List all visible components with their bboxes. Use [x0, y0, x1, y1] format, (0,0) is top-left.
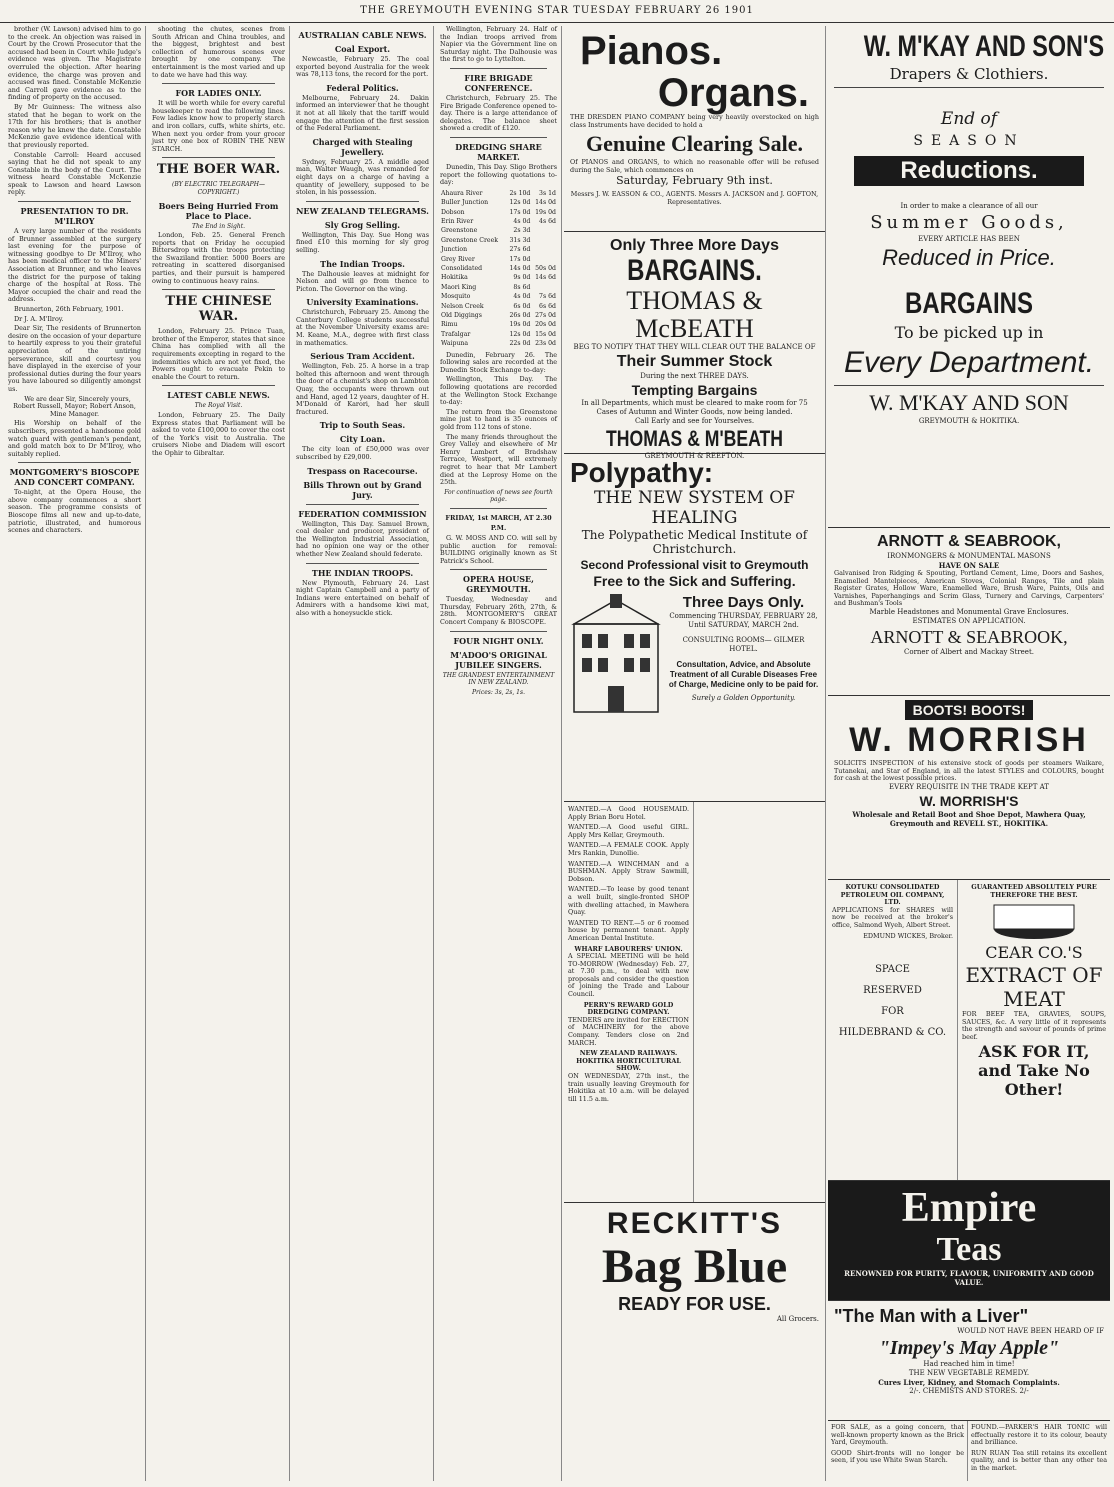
article-title: Bills Thrown out by Grand Jury.: [303, 479, 422, 500]
article-heading: DREDGING SHARE MARKET.: [455, 141, 542, 162]
second-visit: Second Professional visit to Greymouth: [580, 558, 809, 572]
institute: The Polypathetic Medical Institute of Christchurch.: [581, 528, 808, 556]
arnott-title: ARNOTT & SEABROOK,: [877, 533, 1061, 550]
guaranteed: GUARANTEED ABSOLUTELY PURE THEREFORE THE BEST.: [971, 883, 1097, 899]
article-title: Boers Being Hurried From Place to Place.: [158, 200, 279, 221]
extract-of-meat: EXTRACT OF MEAT: [965, 963, 1103, 1012]
market-company: Mosquito: [441, 293, 471, 301]
article-text: It will be worth while for every careful housekeeper to read the following lines. Few ladies know how to properly starch and iron collars, cuffs, white shirts, etc. When next you order from your grocer just try one box of ROBIN THE NEW STARCH.: [152, 99, 285, 153]
three-days-only: Three Days Only.: [682, 594, 805, 611]
article-text: shooting the chutes, scenes from South African and China troubles, and the biggest, brightest and best collection of humorous scenes ever brought by one company. The entertainment is the most varied and up to date we have had this way.: [152, 25, 285, 79]
market-price: 14s 0d: [509, 264, 531, 272]
article-title: City Loan.: [339, 434, 386, 445]
article-heading: MONTGOMERY'S BIOSCOPE AND CONCERT COMPANY.: [9, 467, 140, 488]
article-text: Melbourne, February 24. Dakin informed an interviewer that he thought it not at all likely that the tariff would engage the attention of the first session of the Federal Parliament.: [296, 93, 429, 133]
broker: EDMUND WICKES, Broker.: [863, 931, 953, 940]
prices: Prices: 3s, 2s, 1s.: [472, 688, 525, 696]
market-row: [440, 245, 557, 254]
thomas-title: THOMAS & McBEATH: [626, 286, 763, 343]
advert-column-6: [828, 26, 1110, 1481]
drapers: Drapers & Clothiers.: [889, 65, 1049, 83]
market-price: [531, 236, 557, 245]
in-order: In order to make a clearance of all our: [900, 202, 1038, 210]
news-column-4: [436, 26, 562, 1481]
cures: Cures Liver, Kidney, and Stomach Complaints.: [878, 1378, 1060, 1387]
signoff: We are dear Sir, Sincerely yours, Robert Russell, Mayor; Robert Anson, Mine Manager.: [13, 394, 136, 418]
market-company: Greenstone: [441, 227, 478, 235]
market-row: [440, 189, 557, 198]
market-price: 4s 6d: [539, 217, 556, 225]
market-price: 9s 0d: [513, 274, 531, 282]
article-text: brother (W. Lawson) advised him to go to the creek. An objection was raised in Court by the Crown Prosecutor that the accused had been in Court while Judge's evidence was given. The Magistrate overruled the objection. After hearing evidence, the charge was proven and accused was fined. Constable McKenzie and Carroll gave evidence as to the finding of property on the accused.: [8, 25, 141, 102]
news-column-1: [4, 26, 146, 1481]
arnott-address: Corner of Albert and Mackay Street.: [904, 647, 1034, 656]
wanted-ad: WANTED.—A Good useful GIRL. Apply Mrs Kellar, Greymouth.: [568, 823, 689, 839]
market-row: [440, 339, 557, 348]
article-text: Christchurch, February 25. Among the Canterbury College students successful at the November University exams are: M. Keane, M.A., degree with first class in mathematics.: [296, 308, 429, 347]
market-price: 17s 0d: [509, 255, 531, 263]
every-article: EVERY ARTICLE HAS BEEN: [918, 235, 1020, 243]
share-market-table: [440, 189, 557, 349]
wanted-ad: WANTED.—A Good HOUSEMAID. Apply Brian Boru Hotel.: [568, 805, 689, 821]
perry-text: TENDERS are invited for ERECTION of MACHINERY for the above Company. Tenders close on 2nd MARCH.: [568, 1015, 689, 1047]
extract-sub: FOR BEEF TEA, GRAVIES, SOUPS, SAUCES, &c. A very little of it represents the strength and savour of pounds of prime beef.: [962, 1010, 1106, 1041]
new-system: THE NEW SYSTEM OF HEALING: [594, 488, 795, 528]
mkay-address: GREYMOUTH & HOKITIKA.: [918, 417, 1020, 425]
classifieds-left: [564, 802, 694, 1202]
market-price: 14s 0d: [535, 199, 556, 207]
article-title: Trip to South Seas.: [319, 420, 406, 431]
article-text: New Plymouth, February 24. Last night Captain Campbell and a party of Indians were entertained on behalf of Admirers with a handsome kiwi mat, also with a honeysuckle stick.: [296, 578, 429, 617]
institute-building-illustration: [570, 594, 662, 714]
article-title: Trespass on Racecourse.: [307, 465, 418, 476]
market-company: Nelson Creek: [441, 302, 484, 310]
hildebrand: HILDEBRAND & CO.: [838, 1027, 947, 1039]
market-row: [440, 273, 557, 282]
article-text: Christchurch, February 25. The Fire Brigade Conference opened to-day. There is a large attendance of delegates. The balance sheet showed a credit of £120.: [440, 93, 557, 133]
advert-mkay: [828, 26, 1110, 528]
article-text: The return from the Greenstone mine just to hand is 35 ounces of gold from 112 tons of stone.: [440, 407, 557, 431]
every-department: Every Department.: [843, 346, 1095, 379]
market-price: 26s 0d: [509, 312, 531, 319]
article-text: Constable Carroll: Heard accused saying that he did not speak to any Constable in the body of the Court. The witness heard Constable McKenzie speak to Lawson and heard Lawson reply.: [8, 150, 141, 197]
article-title: Coal Export.: [334, 44, 391, 54]
article-title: The Indian Troops.: [320, 258, 405, 269]
news-column-3: [292, 26, 434, 1481]
thomas-title-2: THOMAS & M'BEATH: [606, 426, 783, 451]
market-price: 19s 0d: [509, 321, 531, 329]
market-price: 2s 10d: [509, 189, 531, 197]
masthead: THE GREYMOUTH EVENING STAR TUESDAY FEBRUARY 26 1901: [0, 0, 1114, 23]
auction-text: G. W. MOSS AND CO. will sell by public auction for removal: BUILDING originally known as St Patrick's School.: [440, 533, 557, 565]
every-requisite: EVERY REQUISITE IN THE TRADE KEPT AT: [889, 782, 1049, 791]
market-company: Dobson: [441, 208, 465, 216]
impey-may-apple: "Impey's May Apple": [878, 1337, 1060, 1359]
advert-impey: [828, 1301, 1110, 1421]
sale-date: Saturday, February 9th inst.: [616, 174, 773, 188]
article-text: Wellington, Feb. 25. A horse in a trap bolted this afternoon and went through the door of a chemist's shop on Lambton Quay, the occupants were thrown out and Hand, aged 12 years, daughter of H. M'Donald of Karori, had her skull fractured.: [296, 362, 429, 416]
ask-for-it: ASK FOR IT, and Take No Other!: [978, 1041, 1090, 1099]
picked-up: To be picked up in: [894, 323, 1044, 342]
market-company: Waipuna: [441, 340, 469, 348]
article-title: Charged with Stealing Jewellery.: [312, 136, 413, 157]
article-text: London, February 25. The Daily Express states that Parliament will be asked to vote £100,000 to cover the cost of the York's visit to Australia. The cruisers Niobe and Diadem will escort the Ophir to Gibraltar.: [152, 411, 285, 457]
consultation: Consultation, Advice, and Absolute Treatment of all Curable Diseases Free of Charge, Medicine only to be paid for.: [668, 660, 819, 689]
market-price: 7s 6d: [539, 293, 556, 301]
market-company: Trafalgar: [441, 330, 471, 338]
market-price: 8s 6d: [513, 283, 531, 291]
market-row: [440, 292, 557, 301]
continuation-note: For continuation of news see fourth page.: [444, 488, 553, 504]
market-row: [440, 320, 557, 329]
market-company: Buller Junction: [441, 199, 489, 207]
article-text: To-night, at the Opera House, the above company commences a short season. The programme consists of Bioscope films all new and up-to-date, patriotic, illustrated, and humorous scenes and characters.: [8, 488, 141, 535]
address-date: Brunnerton, 26th February, 1901.: [14, 305, 124, 313]
market-row: [440, 311, 557, 320]
article-heading: FIRE BRIGADE CONFERENCE.: [464, 72, 533, 93]
market-row: [440, 264, 557, 273]
all-grocers: All Grocers.: [776, 1315, 819, 1323]
market-price: 12s 0d: [509, 330, 531, 338]
dresden-text: THE DRESDEN PIANO COMPANY being very heavily overstocked on high class Instruments have decided to hold a: [570, 113, 819, 129]
article-heading: THE CHINESE WAR.: [165, 294, 272, 325]
market-row: [440, 330, 557, 339]
market-row: [440, 255, 557, 264]
bargains-title: BARGAINS.: [627, 254, 762, 287]
reduced-in-price: Reduced in Price.: [882, 245, 1056, 270]
kotuku-text: APPLICATIONS for SHARES will now be received at the broker's office, Salmond Wyeh, Albert Street.: [832, 905, 953, 929]
summer-goods: Summer Goods,: [870, 212, 1068, 233]
article-text: Dunedin, February 26. The following sales are recorded at the Dunedin Stock Exchange to-day:: [440, 350, 557, 374]
opera-heading: OPERA HOUSE, GREYMOUTH.: [463, 574, 534, 595]
article-heading: PRESENTATION TO DR. M'ILROY: [20, 206, 129, 227]
article-heading: THE INDIAN TROOPS.: [311, 567, 414, 578]
market-price: 31s 3d: [509, 236, 531, 244]
market-company: Old Diggings: [441, 312, 482, 319]
vegetable: THE NEW VEGETABLE REMEDY.: [908, 1369, 1030, 1377]
wanted-ad: WANTED.—To lease by good tenant a well built, single-fronted SHOP with dwelling attached, in Mawhera Quay.: [568, 885, 689, 917]
clearing-sale-title: Genuine Clearing Sale.: [586, 131, 803, 157]
article-heading: THE BOER WAR.: [156, 162, 281, 178]
article-subheading: The End in Sight.: [191, 222, 246, 230]
market-price: [531, 255, 557, 264]
market-company: Consolidated: [441, 264, 483, 272]
market-row: [440, 198, 557, 207]
jar-illustration: [979, 899, 1089, 939]
run-ruan: RUN RUAN Tea still retains its excellent quality, and is better than any other tea in the market.: [971, 1448, 1107, 1472]
market-price: 23s 0d: [535, 340, 556, 348]
morrish-title: W. MORRISH: [849, 721, 1089, 759]
address-to: Dr J. A. M'Ilroy.: [14, 314, 64, 323]
market-price: 2s 3d: [513, 227, 531, 235]
advert-reckitts: [564, 1203, 825, 1353]
article-text: Wellington, This Day. The following quotations are recorded at the Wellington Stock Exchange to-day:: [440, 375, 557, 407]
market-price: 6s 6d: [539, 302, 556, 310]
article-text: A very large number of the residents of Brunner assembled at the surgery last evening for the purpose of witnessing goodbye to Dr M'Ilroy, who has been medical officer to the Miners' Association at Brunner, and who leaves the district for the purpose of taking charge of the hospital at Ross. The Mayor occupied the chair and read the address.: [8, 227, 141, 304]
thomas-sub: BEG TO NOTIFY THAT THEY WILL CLEAR OUT THE BALANCE OF: [573, 343, 816, 351]
railways-heading: NEW ZEALAND RAILWAYS. HOKITIKA HORTICULTURAL SHOW.: [576, 1049, 681, 1073]
only-three-days: Only Three More Days: [610, 237, 779, 254]
auction-heading: FRIDAY, 1st MARCH, AT 2.30 P.M.: [445, 513, 552, 532]
market-price: 20s 0d: [535, 321, 556, 329]
morrish-title-2: W. MORRISH'S: [919, 792, 1019, 809]
space-label: SPACE: [875, 964, 910, 976]
cear-co: CEAR CO.'S: [985, 943, 1083, 963]
golden-opportunity: Surely a Golden Opportunity.: [691, 694, 796, 702]
pianos-title: Pianos.: [580, 29, 723, 73]
arnott-title-2: ARNOTT & SEABROOK,: [870, 626, 1068, 647]
during-days: During the next THREE DAYS.: [640, 372, 749, 380]
jubilee-singers: M'ADOO'S ORIGINAL JUBILEE SINGERS.: [450, 649, 547, 670]
market-price: 14s 6d: [535, 274, 556, 282]
perry-heading: PERRY'S REWARD GOLD DREDGING COMPANY.: [583, 1000, 674, 1017]
opera-nights: FOUR NIGHT ONLY.: [453, 635, 544, 646]
summer-stock: Their Summer Stock: [616, 353, 773, 370]
boots-banner: BOOTS! BOOTS!: [905, 700, 1034, 720]
polypathy-title: Polypathy:: [570, 457, 714, 488]
morrish-text: SOLICITS INSPECTION of his extensive stock of goods per steamers Waikare, Tutanekai, and Star of England, in all the latest STYLES and COLOURS, bought for cash at the lowest possible prices.: [834, 759, 1104, 783]
market-price: [531, 283, 557, 292]
bargains-title: BARGAINS: [904, 287, 1033, 320]
advert-arnott-seabrook: [828, 528, 1110, 696]
ready-for-use: READY FOR USE.: [618, 1294, 771, 1314]
tempting-bargains: Tempting Bargains: [631, 382, 758, 398]
good-shirt: GOOD Shirt-fronts will no longer be seen, if you use White Swan Starch.: [831, 1448, 964, 1465]
market-price: 12s 0d: [509, 199, 531, 207]
market-company: Junction: [441, 246, 468, 254]
price: 2/-. CHEMISTS AND STORES. 2/-: [909, 1387, 1029, 1395]
market-price: 17s 0d: [509, 208, 531, 216]
found: FOUND.—PARKER'S HAIR TONIC will effectually restore it to its colour, beauty and brilliance.: [971, 1423, 1107, 1447]
market-company: Maori King: [441, 283, 477, 291]
clearing-text: Of PIANOS and ORGANS, to which no reasonable offer will be refused during the Sale, which commences on: [570, 158, 819, 174]
grandest: THE GRANDEST ENTERTAINMENT IN NEW ZEALAND.: [442, 671, 555, 687]
man-with-liver: "The Man with a Liver": [834, 1306, 1029, 1326]
market-price: 4s 0d: [513, 217, 531, 225]
article-heading: FEDERATION COMMISSION: [298, 508, 427, 519]
market-price: 27s 6d: [509, 246, 531, 254]
article-text: London, Feb. 25. General French reports that on Friday he occupied Bittersdrop with the troops protecting the Swaziland frontier. 5000 Boers are retreating in scattered disorganised parties, and their pursuit is hampered owing to continuous heavy rains.: [152, 231, 285, 285]
reserved-label: RESERVED: [863, 985, 922, 997]
article-text: Wellington, February 24. Half of the Indian troops arrived from Napier via the Government line on Saturday night. The Dalhousie was the first to go to Lyttelton.: [440, 25, 557, 64]
reductions: Reductions.: [854, 156, 1084, 186]
commencing: Commencing THURSDAY, FEBRUARY 28, Until SATURDAY, MARCH 2nd.: [669, 612, 818, 629]
market-company: Greenstone Creek: [441, 236, 498, 244]
opera-text: Tuesday, Wednesday and Thursday, February 26th, 27th, & 28th. MONTGOMERY'S GREAT Concert Company & BIOSCOPE.: [440, 595, 557, 627]
renowned: RENOWNED FOR PURITY, FLAVOUR, UNIFORMITY AND GOOD VALUE.: [844, 1269, 1094, 1287]
market-company: Ahaura River: [441, 189, 483, 197]
article-heading: AUSTRALIAN CABLE NEWS.: [298, 30, 427, 40]
consulting-rooms: CONSULTING ROOMS— GILMER HOTEL.: [682, 636, 805, 653]
article-text: His Worship on behalf of the subscribers, presented a handsome gold watch guard with gentleman's pendant, and gold match box to Dr M'Ilroy, who suitably replied.: [8, 419, 141, 458]
found-ad: [968, 1421, 1110, 1481]
advert-polypathy: [564, 454, 825, 802]
article-text: Sydney, February 25. A middle aged man, Walter Waugh, was remanded for eight days on a charge of having a quantity of jewellery, supposed to be stolen, in his possession.: [296, 157, 429, 197]
season: SEASON: [913, 133, 1025, 149]
have-on-sale: HAVE ON SALE: [938, 561, 1000, 570]
market-row: [440, 226, 557, 235]
article-subheading: The Royal Visit.: [194, 402, 243, 410]
advert-morrish: [828, 696, 1110, 880]
market-row: [440, 302, 557, 311]
article-title: Serious Tram Accident.: [310, 351, 415, 362]
market-row: [440, 283, 557, 292]
organs-title: Organs.: [657, 71, 809, 115]
for-sale: FOR SALE, as a going concern, that well-known property known as the Brick Yard, Greymouth.: [831, 1423, 964, 1447]
market-row: [440, 208, 557, 217]
mkay-title-2: W. M'KAY AND SON: [869, 390, 1069, 415]
wanted-ad: WANTED TO RENT.—5 or 6 roomed house by permanent tenant. Apply American Dental Institute.: [568, 918, 689, 942]
reached: Had reached him in time!: [923, 1360, 1015, 1368]
article-title: Federal Politics.: [326, 82, 399, 93]
estimates: ESTIMATES ON APPLICATION.: [912, 616, 1026, 625]
call-early: Call Early and see for Yourselves.: [634, 417, 755, 425]
for-label: FOR: [881, 1006, 904, 1018]
ironmongers: IRONMONGERS & MONUMENTAL MASONS: [887, 552, 1051, 560]
article-text: Wellington, This Day. Sue Hong was fined £10 this morning for sly grog selling.: [296, 230, 429, 254]
teas: Teas: [936, 1231, 1002, 1268]
article-text: By Mr Guinness: The witness also stated that he began to work on the 17th for his brothers; that is another reason why he knew the date. Constable McKenzie gave evidence identical with that previously reported.: [8, 102, 141, 149]
market-company: Hokitika: [441, 274, 468, 282]
advert-column-5: [564, 26, 826, 1481]
article-text: The city loan of £50,000 was over subscribed by £29,000.: [296, 445, 429, 461]
market-price: 22s 0d: [509, 340, 531, 348]
thomas-address: GREYMOUTH & REEFTON.: [644, 452, 745, 460]
news-column-2: [148, 26, 290, 1481]
article-text: Dunedin, This Day. Sligo Brothers report the following quotations to-day:: [440, 162, 557, 187]
wanted-ad: WANTED.—A FEMALE COOK. Apply Mrs Rankin, Dunollie.: [568, 841, 689, 857]
market-price: 27s 0d: [535, 312, 556, 319]
market-price: 19s 0d: [535, 208, 556, 216]
bag-blue: Bag Blue: [601, 1240, 788, 1293]
market-price: 3s 1d: [539, 189, 556, 197]
marble: Marble Headstones and Monumental Grave Enclosures.: [869, 607, 1069, 616]
market-row: [440, 217, 557, 226]
article-text: The Dalhousie leaves at midnight for Nelson and will go from thence to Picton. The Governor on the wing.: [296, 269, 429, 293]
article-text: Dear Sir, The residents of Brunnerton desire on the occasion of your departure to heartily express to you their grateful appreciation of the untiring perseverance, skill and courtesy you have displayed in the exercise of your professional duties during the four years you have laboured so diligently amongst us.: [8, 324, 141, 393]
mkay-title: W. M'KAY AND SON'S: [863, 30, 1105, 63]
article-title: Sly Grog Selling.: [324, 219, 401, 230]
article-text: London, February 25. Prince Tuan, brother of the Emperor, states that since China has complied with all the requirements excepting in regard to the indemnities which are not yet fixed, the Powers ought to evacuate Pekin to enable the Court to return.: [152, 327, 285, 381]
wharf-heading: WHARF LABOURERS' UNION.: [574, 944, 683, 953]
article-heading: LATEST CABLE NEWS.: [167, 390, 270, 401]
wharf-text: A SPECIAL MEETING will be held TO-MORROW (Wednesday) Feb. 27, at 7.30 p.m., to deal with new proposals and consider the question of joining the Trade and Labour Council.: [568, 952, 689, 999]
article-title: University Examinations.: [306, 297, 419, 308]
market-price: 4s 0d: [513, 293, 531, 301]
advert-empire-teas: [828, 1181, 1110, 1301]
railways-text: ON WEDNESDAY, 27th inst., the train usually leaving Greymouth for Hokitika at 10 a.m. will be delayed till 11.5 a.m.: [568, 1072, 689, 1103]
would-not: WOULD NOT HAVE BEEN HEARD OF IF: [957, 1327, 1104, 1335]
market-company: Grey River: [441, 255, 475, 263]
article-subheading: (BY ELECTRIC TELEGRAPH—COPYRIGHT.): [172, 181, 265, 196]
market-price: 15s 0d: [535, 330, 556, 338]
market-price: 6s 0d: [513, 302, 531, 310]
market-price: 50s 0d: [535, 264, 556, 272]
market-row: [440, 236, 557, 245]
market-price: [531, 245, 557, 254]
advert-pianos: [564, 26, 825, 232]
for-sale-ad: [828, 1421, 968, 1481]
sale-items: Galvanised Iron Ridging & Spouting, Portland Cement, Lime, Doors and Sashes, Enamelled Mantelpieces, American Stoves, Colonial Ranges, Tile and plain Register Grates, Hollow Ware, Enamelled Ware, Brush Ware, Paints, Oils and Varnishes, Paperhangings and Scrim Glass, Turnery and Carvings, Carpenters' and Bushman's Tools: [834, 569, 1104, 608]
market-price: [531, 226, 557, 235]
market-company: Rimu: [441, 321, 458, 329]
empire: Empire: [901, 1185, 1037, 1231]
end-of: End of: [940, 109, 998, 129]
agents: Messrs J. W. EASSON & CO., AGENTS. Messrs A. JACKSON and J. GOFTON, Representatives.: [570, 190, 819, 206]
article-text: The many friends throughout the Grey Valley and elsewhere of Mr Henry Lambert of Bradshaw Terrace, Westport, will extremely regret to hear that Mr Lambert died at the Leprosy Home on the 25th.: [440, 432, 557, 487]
article-text: Newcastle, February 25. The coal exported beyond Australia for the week was 78,113 tons, the record for the port.: [296, 55, 429, 79]
reckitts-title: RECKITT'S: [606, 1207, 783, 1240]
market-company: Erin River: [441, 217, 474, 225]
article-text: Wellington, This Day. Samuel Brown, coal dealer and producer, president of the Wellington Industrial Association, had no opinion one way or the other whether New Zealand should federate.: [296, 519, 429, 558]
article-heading: FOR LADIES ONLY.: [175, 88, 262, 99]
wanted-ad: WANTED.—A WINCHMAN and a BUSHMAN. Apply Straw Sawmill, Dobson.: [568, 859, 689, 883]
advert-thomas-mcbeath: [564, 232, 825, 460]
kotuku-advert: [828, 880, 958, 1180]
free-sick: Free to the Sick and Suffering.: [593, 573, 796, 589]
wholesale: Wholesale and Retail Boot and Shoe Depot, Mawhera Quay, Greymouth and REVELL ST., HOKITIKA.: [852, 809, 1086, 828]
kotuku-heading: KOTUKU CONSOLIDATED PETROLEUM OIL COMPANY, LTD.: [840, 883, 945, 907]
article-heading: NEW ZEALAND TELEGRAMS.: [296, 205, 429, 216]
tempting-text: In all Departments, which must be cleared to make room for 75 Cases of Autumn and Winter Goods, now being landed.: [581, 399, 808, 416]
